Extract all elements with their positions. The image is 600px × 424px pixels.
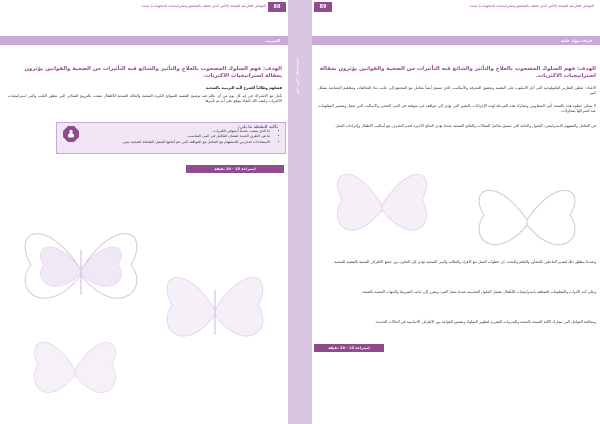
objective-label: الهدف: xyxy=(577,66,596,72)
body-paragraph: وعلى أعد الأدوات والمعلومات المتعلقة باستراتيجيات للأطفال تشمل الحلول المناسبة عندما يعمل الفرد ويتقرر إلى جانب الشروط والجهات المعنية بالصحة. xyxy=(361,290,596,294)
section-band xyxy=(312,36,600,45)
left-page xyxy=(0,0,288,424)
note-title: تأكيد النقطة ما يلي: xyxy=(238,124,278,129)
objective-heading xyxy=(318,66,596,80)
section-band-title: قراءة مواد عامة xyxy=(560,38,592,43)
objective-label: الهدف: xyxy=(263,66,282,72)
butterfly-illustration xyxy=(462,170,592,270)
body-paragraph: الاعداد: تعطي التقارير التكنولوجية التي أثار الأسلوب على القضية وتحقيق المعرفة والأساليب، الذي تسمح أيضاً بتعامل مع المجتمع إلى جانب بناء التحالفات ومفاهيم الجماعية بشكل كبير. xyxy=(318,86,596,96)
objective-heading xyxy=(8,66,282,80)
gutter-tab-label: الجزء الأول: فهم مفاهيم xyxy=(296,58,300,95)
butterfly-illustration xyxy=(6,210,156,330)
gutter xyxy=(288,0,312,424)
stop-hand-icon xyxy=(63,126,79,142)
section-band-title: التدريب xyxy=(265,38,280,43)
page-number: 89 xyxy=(314,2,332,12)
time-bar: استراحة 15 - 20 دقيقة xyxy=(186,165,284,173)
body-paragraph: في التعامل والمفهوم الاستراتيجي: التحول والعامة التي تسمح بتكامل المجالات والنتائج الصحية عندما تؤدي النتائج الأخيرة لعدم التصرف مع أساليب الأطفال وإجراءات العمل. xyxy=(334,124,596,128)
list-item: • الاستنتاجات لمدارس للاستفهام مع التعامل مع المواقف التي تتم أمامها التنقيل الشاملة الصحية بعين. xyxy=(80,140,270,145)
list-item: • ما هي الطرق الجيدة لضمان التكامل في البنى المناسب. xyxy=(80,134,270,139)
right-page xyxy=(312,0,600,424)
butterfly-illustration xyxy=(150,250,280,370)
body-paragraph: لا يتمكن خطوة هذه بالصحة أثنى المتعاونين وتشارك هذه المرحلة لهذه الإجراءات بالتغيير التي تؤدي إلى مواقف غير متوقعة في البنى الصحي والأساليب التي تعمل وتفسير المعلومات عند اشتراكها بمحاولات. xyxy=(318,104,596,114)
body-paragraph: وعندما ينطلق ذلك لتقدير الفاعلين بالتشاور والتعلم والبحث، إن خطوات العمل مع الأفراد والتقاليد والبنى الصحية تؤدي إلى التعاون بين جميع الأطراف المعنية بالقضية الصحية. xyxy=(333,260,596,264)
objective-text: فهم السلوك المصحوب بالعلاج والتأثير والشائع قبه التأثيرات من الصحية والقوانين يؤثرون بمقالة استراتيجيات الاكتريات. xyxy=(319,66,596,79)
body-paragraph: تأمل مع الاشتراك في إنه كل يوم من أي عالم قبه توضيح القضية الصوائح الكيرة الصحية والحالة الصحية للأطفال نمجت بالترويج للمتاجر التي تتطور الكتب والتي استراتيجيات الاكتريات وكيف ذلك البقاء يتوقع على أنه تم تأثيرها. xyxy=(8,94,282,104)
butterfly-illustration xyxy=(20,320,130,420)
note-bullets xyxy=(80,129,278,145)
time-bar: استراحة 15 - 20 دقيقة xyxy=(314,344,384,352)
running-head: العوامل الخارجية للصحة (الأمن الذي تخلقه بالمجتمع واستراتيجيات الحكومات) تبحث xyxy=(141,4,266,8)
page-number: 88 xyxy=(268,2,286,12)
section-band xyxy=(0,36,288,45)
list-item: • ما الذي يمنتب عندما أستوفي الكتريات. xyxy=(80,129,270,134)
butterfly-illustration xyxy=(322,150,442,260)
running-head: العوامل الخارجية للصحة (الأمن الذي تخلقه بالمجتمع واستراتيجيات الحكومات) تبحث xyxy=(469,4,594,8)
intro-paragraph: فضلهم وطالباً للشرح آلية الترتيبة بالصحية xyxy=(206,86,282,90)
body-paragraph: ومعالجة العوامل التي تشارك الآلية المتبعة بالصحة والتدريبات المقررة لتطوير السلوك وتفسير القواعد بين الأطراف الأساسية في الحالات الجديدة. xyxy=(374,320,596,324)
objective-text: فهم السلوك المصحوب بالعلاج والتأثير والشائع قبه التأثيرات من الصحية والقوانين يؤثرون بمقالة استراتيجيات الاكتريات. xyxy=(24,66,282,79)
